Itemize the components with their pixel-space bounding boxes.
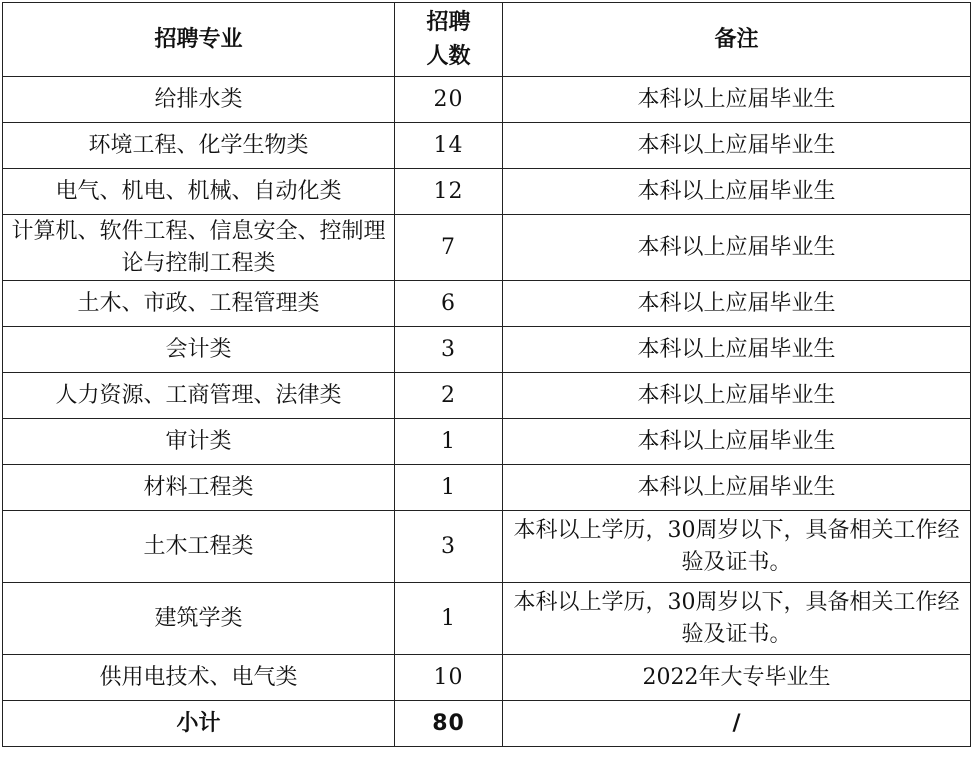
table-row [3, 465, 971, 511]
table-row [3, 215, 971, 281]
count-cell: 3 [395, 511, 503, 583]
major-cell: 审计类 [3, 419, 395, 465]
count-cell: 12 [395, 169, 503, 215]
table-row [3, 511, 971, 583]
major-cell: 会计类 [3, 327, 395, 373]
table-row [3, 373, 971, 419]
note-cell: 本科以上学历，30周岁以下，具备相关工作经验及证书。 [503, 583, 971, 655]
table-header-row [3, 3, 971, 77]
total-note: / [503, 701, 971, 747]
header-note: 备注 [503, 3, 971, 77]
total-label: 小计 [3, 701, 395, 747]
header-count: 招聘人数 [395, 3, 503, 77]
note-cell: 本科以上应届毕业生 [503, 465, 971, 511]
count-cell: 1 [395, 583, 503, 655]
count-cell: 10 [395, 655, 503, 701]
table-row [3, 655, 971, 701]
table-row [3, 583, 971, 655]
table-row [3, 123, 971, 169]
major-cell: 土木工程类 [3, 511, 395, 583]
major-cell: 土木、市政、工程管理类 [3, 281, 395, 327]
major-cell: 给排水类 [3, 77, 395, 123]
major-cell: 计算机、软件工程、信息安全、控制理论与控制工程类 [3, 215, 395, 281]
major-cell: 供用电技术、电气类 [3, 655, 395, 701]
count-cell: 1 [395, 419, 503, 465]
count-cell: 6 [395, 281, 503, 327]
note-cell: 本科以上应届毕业生 [503, 215, 971, 281]
major-cell: 建筑学类 [3, 583, 395, 655]
count-cell: 14 [395, 123, 503, 169]
note-cell: 本科以上应届毕业生 [503, 169, 971, 215]
major-cell: 材料工程类 [3, 465, 395, 511]
header-major: 招聘专业 [3, 3, 395, 77]
table-row [3, 77, 971, 123]
total-row [3, 701, 971, 747]
count-cell: 1 [395, 465, 503, 511]
note-cell: 本科以上学历，30周岁以下，具备相关工作经验及证书。 [503, 511, 971, 583]
count-cell: 7 [395, 215, 503, 281]
note-cell: 本科以上应届毕业生 [503, 77, 971, 123]
total-count: 80 [395, 701, 503, 747]
note-cell: 2022年大专毕业生 [503, 655, 971, 701]
recruitment-table [2, 2, 971, 747]
major-cell: 环境工程、化学生物类 [3, 123, 395, 169]
count-cell: 20 [395, 77, 503, 123]
table-row [3, 281, 971, 327]
count-cell: 3 [395, 327, 503, 373]
major-cell: 人力资源、工商管理、法律类 [3, 373, 395, 419]
count-cell: 2 [395, 373, 503, 419]
note-cell: 本科以上应届毕业生 [503, 373, 971, 419]
note-cell: 本科以上应届毕业生 [503, 123, 971, 169]
table-row [3, 327, 971, 373]
table-row [3, 169, 971, 215]
note-cell: 本科以上应届毕业生 [503, 327, 971, 373]
note-cell: 本科以上应届毕业生 [503, 419, 971, 465]
note-cell: 本科以上应届毕业生 [503, 281, 971, 327]
table-row [3, 419, 971, 465]
major-cell: 电气、机电、机械、自动化类 [3, 169, 395, 215]
